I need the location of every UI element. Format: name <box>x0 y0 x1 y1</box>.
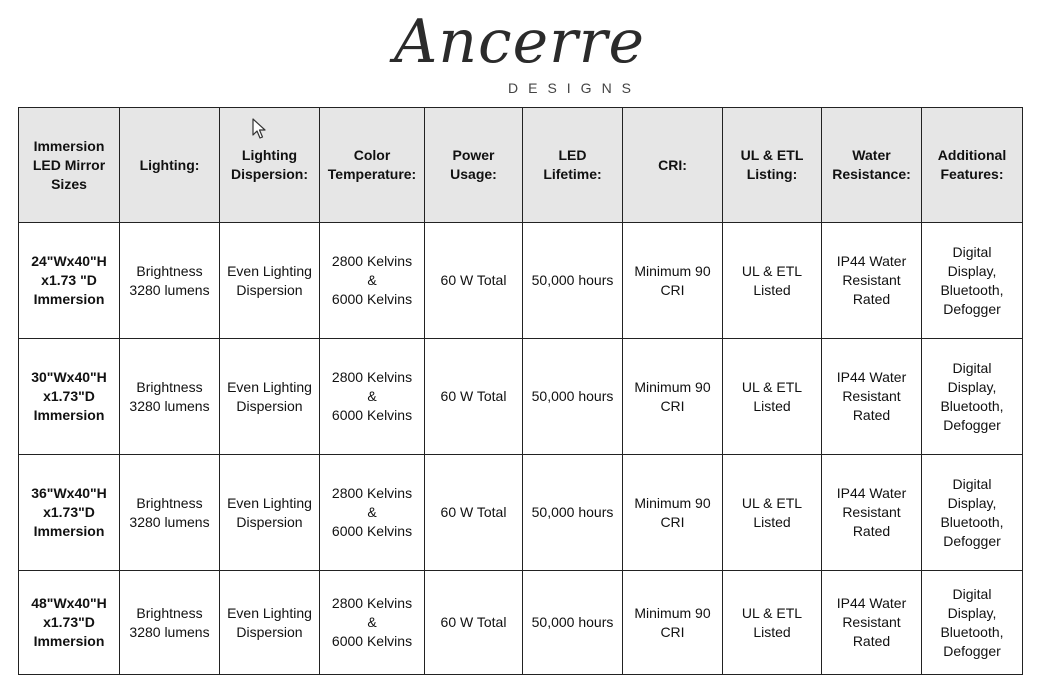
table-cell: Digital Display, Bluetooth, Defogger <box>922 455 1023 571</box>
header-cell: Color Temperature: <box>320 108 425 223</box>
table-cell: Even Lighting Dispersion <box>220 455 320 571</box>
table-cell: 2800 Kelvins & 6000 Kelvins <box>320 223 425 339</box>
table-cell: UL & ETL Listed <box>723 455 822 571</box>
logo-subtitle: DESIGNS <box>508 80 642 96</box>
header-cell: Lighting Dispersion: <box>220 108 320 223</box>
table-cell: Digital Display, Bluetooth, Defogger <box>922 339 1023 455</box>
table-cell: UL & ETL Listed <box>723 223 822 339</box>
table-cell: 60 W Total <box>425 223 523 339</box>
header-cell: Water Resistance: <box>822 108 922 223</box>
table-cell: Brightness 3280 lumens <box>120 571 220 675</box>
table-cell: Even Lighting Dispersion <box>220 571 320 675</box>
mouse-pointer-icon <box>252 118 266 140</box>
table-cell: 2800 Kelvins & 6000 Kelvins <box>320 571 425 675</box>
brand-logo <box>380 8 670 100</box>
table-cell: 60 W Total <box>425 571 523 675</box>
table-cell: 60 W Total <box>425 339 523 455</box>
header-row <box>19 108 1023 223</box>
table-cell: IP44 Water Resistant Rated <box>822 571 922 675</box>
size-cell: 48"Wx40"H x1.73"D Immersion <box>19 571 120 675</box>
table-cell: Digital Display, Bluetooth, Defogger <box>922 571 1023 675</box>
header-cell: Lighting: <box>120 108 220 223</box>
table-cell: UL & ETL Listed <box>723 571 822 675</box>
header-cell: UL & ETL Listing: <box>723 108 822 223</box>
table-cell: IP44 Water Resistant Rated <box>822 339 922 455</box>
header-cell: Immersion LED Mirror Sizes <box>19 108 120 223</box>
header-cell: CRI: <box>623 108 723 223</box>
table-cell: 50,000 hours <box>523 339 623 455</box>
table-cell: Brightness 3280 lumens <box>120 223 220 339</box>
table-cell: UL & ETL Listed <box>723 339 822 455</box>
table-cell: Even Lighting Dispersion <box>220 339 320 455</box>
table-cell: IP44 Water Resistant Rated <box>822 455 922 571</box>
size-cell: 24"Wx40"H x1.73 "D Immersion <box>19 223 120 339</box>
table-cell: 2800 Kelvins & 6000 Kelvins <box>320 339 425 455</box>
header-cell: Additional Features: <box>922 108 1023 223</box>
table-cell: 50,000 hours <box>523 223 623 339</box>
logo-script-text: Ancerre <box>394 7 645 77</box>
specs-table <box>18 107 1023 675</box>
table-cell: 50,000 hours <box>523 455 623 571</box>
table-cell: Minimum 90 CRI <box>623 571 723 675</box>
table-cell: Minimum 90 CRI <box>623 223 723 339</box>
table-cell: IP44 Water Resistant Rated <box>822 223 922 339</box>
size-cell: 36"Wx40"H x1.73"D Immersion <box>19 455 120 571</box>
table-cell: Digital Display, Bluetooth, Defogger <box>922 223 1023 339</box>
table-cell: Minimum 90 CRI <box>623 455 723 571</box>
size-cell: 30"Wx40"H x1.73"D Immersion <box>19 339 120 455</box>
table-cell: Minimum 90 CRI <box>623 339 723 455</box>
header-cell: LED Lifetime: <box>523 108 623 223</box>
table-row <box>19 223 1023 339</box>
table-cell: 50,000 hours <box>523 571 623 675</box>
table-cell: 2800 Kelvins & 6000 Kelvins <box>320 455 425 571</box>
table-row <box>19 339 1023 455</box>
header-cell: Power Usage: <box>425 108 523 223</box>
table-row <box>19 455 1023 571</box>
table-cell: 60 W Total <box>425 455 523 571</box>
table-cell: Brightness 3280 lumens <box>120 455 220 571</box>
table-cell: Brightness 3280 lumens <box>120 339 220 455</box>
table-cell: Even Lighting Dispersion <box>220 223 320 339</box>
table-row <box>19 571 1023 675</box>
